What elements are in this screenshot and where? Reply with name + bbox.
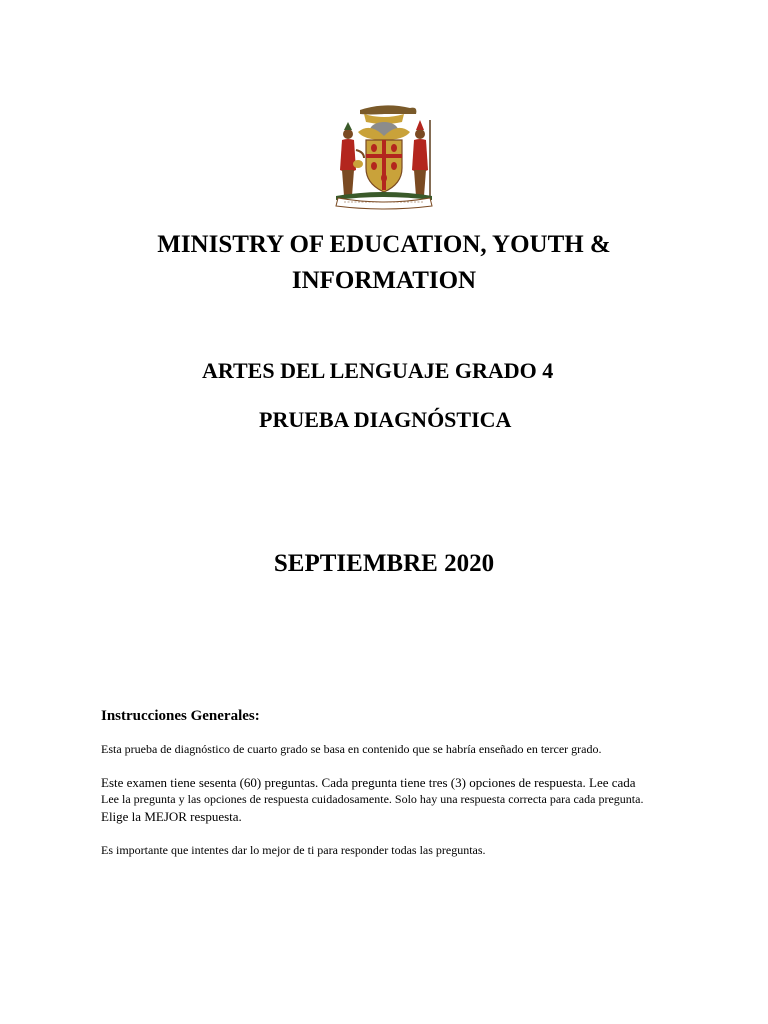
ministry-title-line1: MINISTRY OF EDUCATION, YOUTH & <box>157 231 611 258</box>
instructions-paragraph-2-line-3: Elige la MEJOR respuesta. <box>101 809 242 824</box>
coat-of-arms-icon <box>330 100 438 210</box>
ministry-title <box>0 227 768 299</box>
subject-heading: ARTES DEL LENGUAJE GRADO 4 <box>202 358 554 383</box>
instructions-paragraph-2-line-1: Este examen tiene sesenta (60) preguntas. Cada pregunta tiene tres (3) opciones de respuesta. Lee cada <box>101 775 636 790</box>
instructions-paragraph-2-line-2: Lee la pregunta y las opciones de respuesta cuidadosamente. Solo hay una respuesta correcta para cada pregunta. <box>101 792 644 806</box>
ministry-title-line2: INFORMATION <box>291 267 477 294</box>
instructions-paragraph-3: Es importante que intentes dar lo mejor de ti para responder todas las preguntas. <box>101 843 486 857</box>
test-type-heading: PRUEBA DIAGNÓSTICA <box>259 407 512 432</box>
instructions-paragraph-1: Esta prueba de diagnóstico de cuarto grado se basa en contenido que se habría enseñado en tercer grado. <box>101 742 602 756</box>
date-heading: SEPTIEMBRE 2020 <box>273 550 495 577</box>
instructions-heading: Instrucciones Generales: <box>101 708 260 724</box>
